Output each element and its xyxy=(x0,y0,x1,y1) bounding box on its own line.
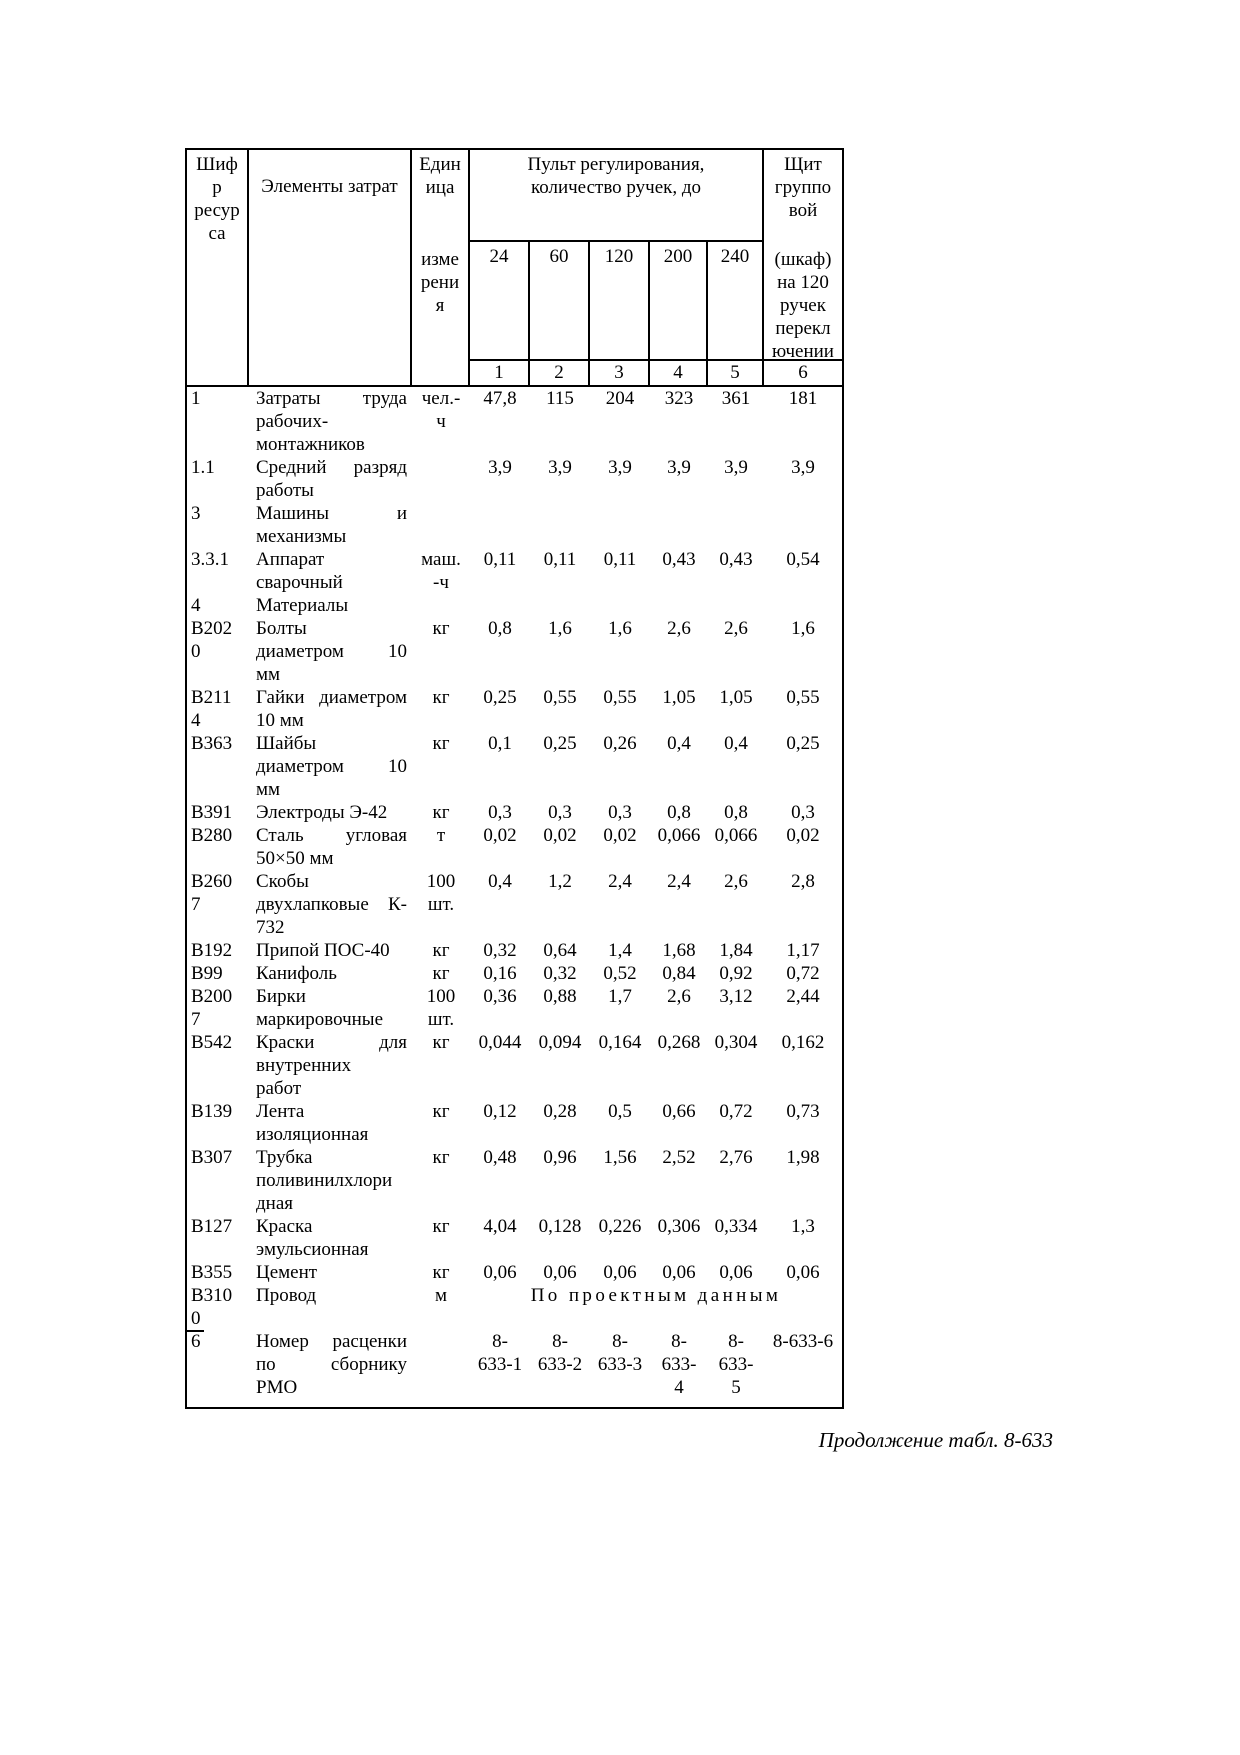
row-unit: кг xyxy=(432,1032,450,1053)
row-value: 0,26 xyxy=(603,733,637,754)
row-value: 1,6 xyxy=(791,618,815,639)
row-value: 0,55 xyxy=(786,687,820,708)
header-unit: Един ица изме рени я xyxy=(412,150,470,387)
column-number-6: 6 xyxy=(764,361,842,387)
row-value: 0,162 xyxy=(781,1032,825,1053)
row-code: 4 xyxy=(191,595,201,616)
row-value: 181 xyxy=(788,388,818,409)
row-unit: кг xyxy=(432,733,450,754)
table-continuation-note: Продолжение табл. 8-633 xyxy=(818,1428,1053,1452)
row-value: 0,06 xyxy=(483,1262,517,1283)
column-number-1: 1 xyxy=(470,361,530,387)
row-unit: кг xyxy=(432,940,450,961)
row-value: 0,25 xyxy=(543,733,577,754)
header-knob-count-200: 200 xyxy=(650,242,708,361)
row-value: 0,88 xyxy=(543,986,577,1007)
row-value: 8- 633- 4 xyxy=(661,1331,697,1398)
row-value: 0,3 xyxy=(488,802,512,823)
row-value: 0,334 xyxy=(714,1216,758,1237)
row-unit: кг xyxy=(432,618,450,639)
column-number-2: 2 xyxy=(530,361,590,387)
row-value: 0,02 xyxy=(483,825,517,846)
row-value: 1,17 xyxy=(786,940,820,961)
row-name: Аппарат сварочный xyxy=(256,549,343,593)
column-number-3: 3 xyxy=(590,361,650,387)
row-value: 0,164 xyxy=(598,1032,642,1053)
row-code: В355 xyxy=(191,1262,233,1283)
row-unit: м xyxy=(434,1285,448,1306)
row-unit: маш. -ч xyxy=(421,549,461,593)
row-code: В542 xyxy=(191,1032,233,1053)
row-value: 2,6 xyxy=(724,618,748,639)
row-value: 0,02 xyxy=(543,825,577,846)
row-value: 115 xyxy=(546,388,574,409)
row-code: В202 0 xyxy=(191,618,233,662)
header-knob-count-120: 120 xyxy=(590,242,650,361)
header-resource-code: Шиф р ресур са xyxy=(187,150,249,387)
row-value: 0,226 xyxy=(598,1216,642,1237)
row-code: В260 7 xyxy=(191,871,233,915)
row-name: Канифоль xyxy=(256,963,337,984)
row-value: 8- 633-2 xyxy=(537,1331,583,1375)
row-value: 0,32 xyxy=(543,963,577,984)
row-code: 6 xyxy=(187,1330,249,1407)
row-name: Сталь угловая 50×50 мм xyxy=(256,825,407,869)
row-value: 47,8 xyxy=(483,388,517,409)
row-value: 0,3 xyxy=(548,802,572,823)
row-value: 1,68 xyxy=(662,940,696,961)
row-name: Скобы двухлапковые К- 732 xyxy=(256,871,407,938)
row-value: 0,02 xyxy=(603,825,637,846)
cost-table xyxy=(185,148,844,1409)
row-name: Материалы xyxy=(256,595,349,616)
row-unit: кг xyxy=(432,1262,450,1283)
row-span-value: По проектным данным xyxy=(530,1285,782,1306)
row-value: 0,48 xyxy=(483,1147,517,1168)
row-value: 0,25 xyxy=(483,687,517,708)
row-name: Средний разряд работы xyxy=(256,457,407,501)
row-value: 2,4 xyxy=(608,871,632,892)
row-value: 0,066 xyxy=(714,825,758,846)
row-value: 8- 633-1 xyxy=(477,1331,523,1375)
row-value: 2,6 xyxy=(724,871,748,892)
header-knob-count-60: 60 xyxy=(530,242,590,361)
row-value: 0,8 xyxy=(667,802,691,823)
row-name: Шайбы диаметром 10 мм xyxy=(256,733,407,800)
row-code: В127 xyxy=(191,1216,233,1237)
row-code: В280 xyxy=(191,825,233,846)
row-value: 0,66 xyxy=(662,1101,696,1122)
header-shield-group: Щит группо вой (шкаф) на 120 ручек перекл ючении xyxy=(764,150,842,361)
row-code: 3.3.1 xyxy=(191,549,229,570)
row-value: 0,268 xyxy=(657,1032,701,1053)
row-value: 0,11 xyxy=(543,549,577,570)
row-value: 0,8 xyxy=(488,618,512,639)
row-value: 0,72 xyxy=(719,1101,753,1122)
row-code: В139 xyxy=(191,1101,233,1122)
row-name: Номер расценки по сборнику РМО xyxy=(256,1331,407,1398)
row-value: 0,306 xyxy=(657,1216,701,1237)
row-unit: т xyxy=(436,825,446,846)
row-name: Электроды Э-42 xyxy=(256,802,388,823)
row-value: 3,9 xyxy=(488,457,512,478)
row-value: 1,2 xyxy=(548,871,572,892)
row-name: Лента изоляционная xyxy=(256,1101,369,1145)
row-value: 3,9 xyxy=(548,457,572,478)
row-value: 0,3 xyxy=(791,802,815,823)
header-panel-title: Пульт регулирования, количество ручек, до xyxy=(470,150,764,242)
row-name: Затраты труда рабочих- монтажников xyxy=(256,388,407,455)
row-value: 2,76 xyxy=(719,1147,753,1168)
row-value: 0,12 xyxy=(483,1101,517,1122)
row-value: 0,64 xyxy=(543,940,577,961)
row-value: 1,98 xyxy=(786,1147,820,1168)
row-value: 1,05 xyxy=(662,687,696,708)
row-value: 1,05 xyxy=(719,687,753,708)
row-code: В192 xyxy=(191,940,233,961)
row-name: Краски для внутренних работ xyxy=(256,1032,407,1099)
row-value: 2,6 xyxy=(667,986,691,1007)
row-unit: кг xyxy=(432,802,450,823)
row-unit: кг xyxy=(432,687,450,708)
row-value: 8-633-6 xyxy=(772,1331,834,1352)
row-value: 0,044 xyxy=(478,1032,522,1053)
row-value: 0,06 xyxy=(719,1262,753,1283)
row-name: Гайки диаметром 10 мм xyxy=(256,687,407,731)
row-value: 0,11 xyxy=(483,549,517,570)
row-code: В391 xyxy=(191,802,233,823)
row-name: Цемент xyxy=(256,1262,318,1283)
row-value: 0,128 xyxy=(538,1216,582,1237)
row-code: В307 xyxy=(191,1147,233,1168)
row-value: 0,36 xyxy=(483,986,517,1007)
row-value: 0,094 xyxy=(538,1032,582,1053)
row-unit: 100 шт. xyxy=(426,986,456,1030)
row-value: 0,84 xyxy=(662,963,696,984)
row-value: 0,8 xyxy=(724,802,748,823)
row-value: 0,73 xyxy=(786,1101,820,1122)
row-value: 1,6 xyxy=(608,618,632,639)
row-value: 0,1 xyxy=(488,733,512,754)
row-value: 1,56 xyxy=(603,1147,637,1168)
row-value: 0,304 xyxy=(714,1032,758,1053)
row-value: 0,06 xyxy=(662,1262,696,1283)
row-value: 2,4 xyxy=(667,871,691,892)
row-value: 1,7 xyxy=(608,986,632,1007)
column-number-4: 4 xyxy=(650,361,708,387)
row-value: 2,52 xyxy=(662,1147,696,1168)
row-value: 0,16 xyxy=(483,963,517,984)
row-value: 1,84 xyxy=(719,940,753,961)
row-value: 4,04 xyxy=(483,1216,517,1237)
row-value: 0,52 xyxy=(603,963,637,984)
row-value: 0,28 xyxy=(543,1101,577,1122)
row-value: 3,9 xyxy=(724,457,748,478)
row-unit: 100 шт. xyxy=(426,871,456,915)
row-value: 0,43 xyxy=(662,549,696,570)
row-value: 1,3 xyxy=(791,1216,815,1237)
row-value: 0,72 xyxy=(786,963,820,984)
row-value: 204 xyxy=(605,388,635,409)
row-code: 1 xyxy=(191,388,201,409)
row-code: В99 xyxy=(191,963,223,984)
row-code: 3 xyxy=(191,503,201,524)
row-value: 0,06 xyxy=(603,1262,637,1283)
row-value: 0,066 xyxy=(657,825,701,846)
row-value: 0,55 xyxy=(543,687,577,708)
row-value: 0,5 xyxy=(608,1101,632,1122)
column-number-5: 5 xyxy=(708,361,764,387)
row-name: Трубка поливинилхлори дная xyxy=(256,1147,393,1214)
row-unit: кг xyxy=(432,1101,450,1122)
row-name: Машины и механизмы xyxy=(256,503,407,547)
row-value: 2,6 xyxy=(667,618,691,639)
row-unit: кг xyxy=(432,1216,450,1237)
row-value: 0,06 xyxy=(786,1262,820,1283)
row-value: 1,6 xyxy=(548,618,572,639)
row-name: Краска эмульсионная xyxy=(256,1216,369,1260)
row-value: 3,9 xyxy=(667,457,691,478)
row-value: 0,4 xyxy=(724,733,748,754)
row-value: 361 xyxy=(721,388,751,409)
row-value: 0,96 xyxy=(543,1147,577,1168)
row-code: В200 7 xyxy=(191,986,233,1030)
row-value: 0,02 xyxy=(786,825,820,846)
row-value: 0,3 xyxy=(608,802,632,823)
row-value: 0,54 xyxy=(786,549,820,570)
row-value: 323 xyxy=(664,388,694,409)
row-value: 2,8 xyxy=(791,871,815,892)
row-unit: кг xyxy=(432,1147,450,1168)
row-code: 1.1 xyxy=(191,457,215,478)
row-name: Провод xyxy=(256,1285,317,1306)
row-name: Болты диаметром 10 мм xyxy=(256,618,407,685)
row-value: 8- 633-3 xyxy=(597,1331,643,1375)
header-knob-count-24: 24 xyxy=(470,242,530,361)
row-value: 0,92 xyxy=(719,963,753,984)
row-value: 0,43 xyxy=(719,549,753,570)
row-code: В363 xyxy=(191,733,233,754)
row-name: Бирки маркировочные xyxy=(256,986,383,1030)
row-unit: чел.- ч xyxy=(421,388,461,432)
row-value: 3,12 xyxy=(719,986,753,1007)
header-cost-elements: Элементы затрат xyxy=(249,150,412,387)
row-value: 8- 633- 5 xyxy=(718,1331,754,1398)
row-code: В211 4 xyxy=(191,687,232,731)
row-value: 0,06 xyxy=(543,1262,577,1283)
row-name: Припой ПОС-40 xyxy=(256,940,390,961)
row-value: 3,9 xyxy=(608,457,632,478)
row-value: 3,9 xyxy=(791,457,815,478)
row-code: В310 0 xyxy=(191,1285,233,1329)
header-knob-count-240: 240 xyxy=(708,242,764,361)
row-value: 0,4 xyxy=(488,871,512,892)
row-value: 0,11 xyxy=(603,549,637,570)
row-value: 1,4 xyxy=(608,940,632,961)
row-value: 0,4 xyxy=(667,733,691,754)
row-value: 0,55 xyxy=(603,687,637,708)
row-value: 0,25 xyxy=(786,733,820,754)
row-unit: кг xyxy=(432,963,450,984)
row-value: 0,32 xyxy=(483,940,517,961)
row-value: 2,44 xyxy=(786,986,820,1007)
